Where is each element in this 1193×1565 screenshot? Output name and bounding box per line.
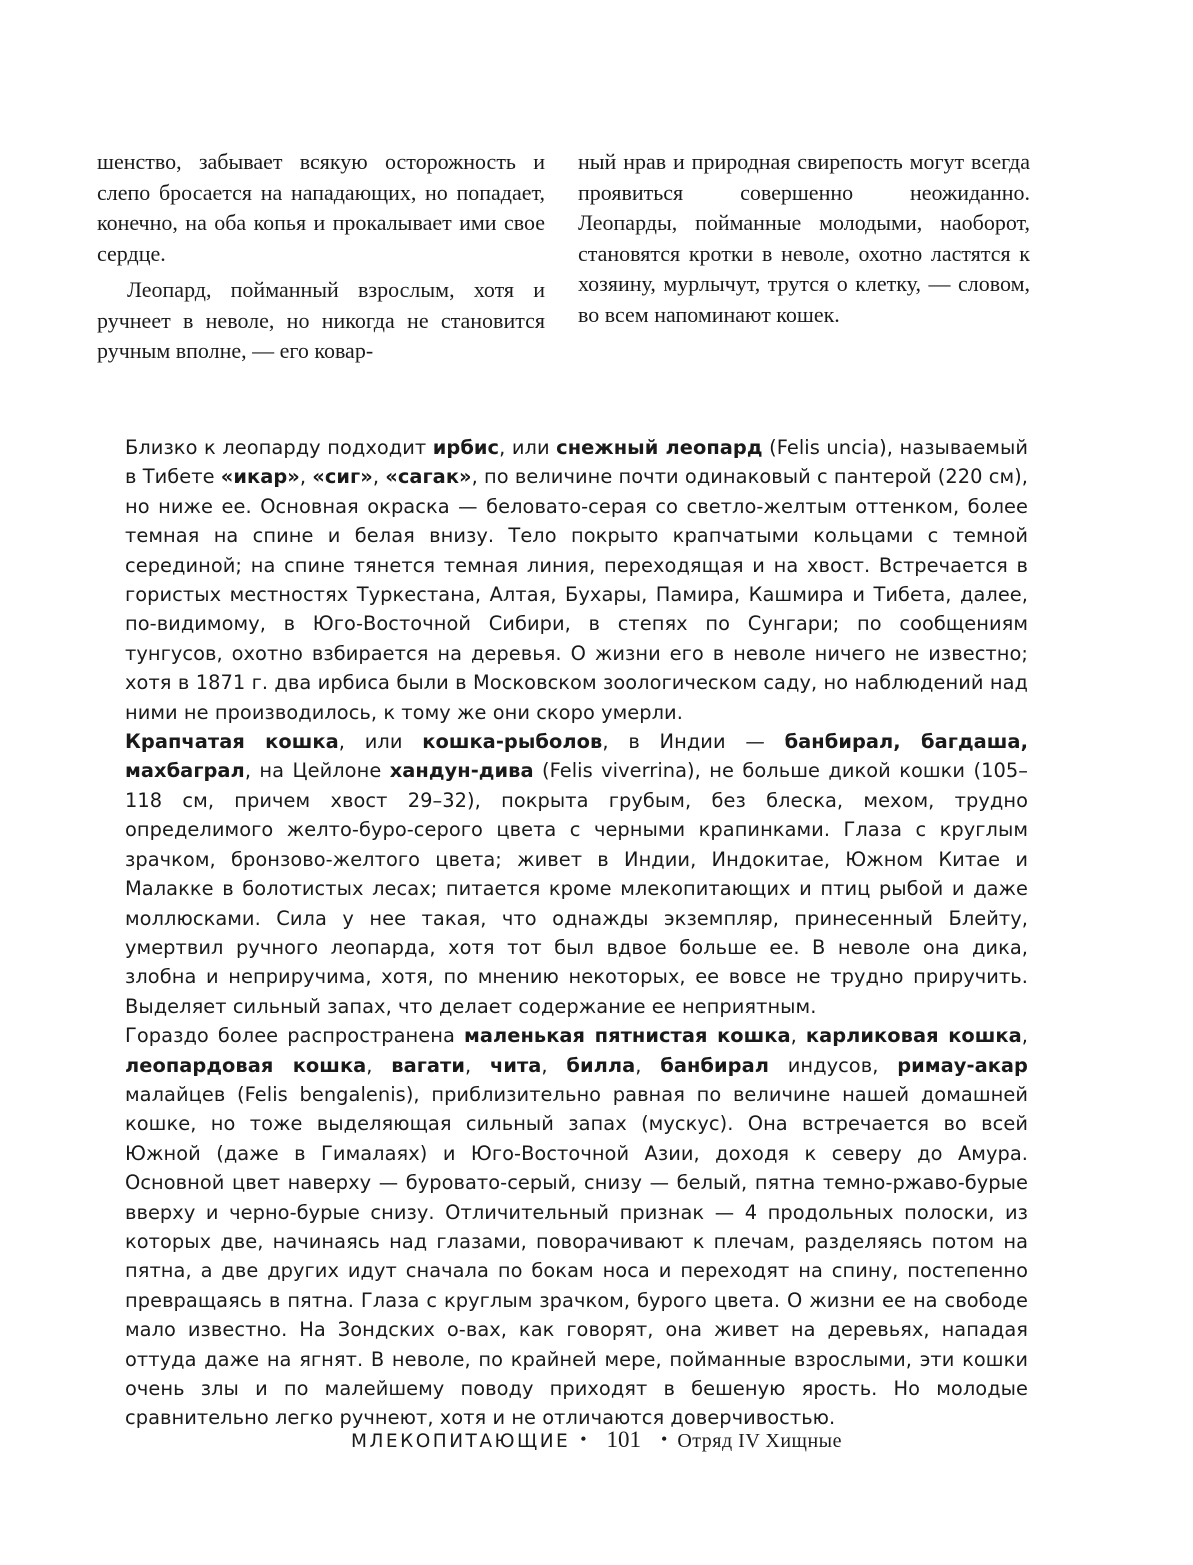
right-column-paragraph-1: ный нрав и природная свирепость могут всегда проявиться совершенно неожиданно. Леопарды, пойманные молодыми, наоборот, становятся кротки в неволе, охотно ластятся к хозяину, мурлычут, трутся о клетку, — словом, во всем напоминают кошек. xyxy=(578,149,1030,327)
left-column-paragraph-1: шенство, забывает всякую осторожность и слепо бросается на нападающих, но попадает, конечно, на оба копья и прокалывает ими свое сердце. xyxy=(97,149,545,266)
term-dwarf-cat: карликовая кошка xyxy=(805,1024,1022,1048)
term-fishing-cat: кошка-рыболов xyxy=(422,730,603,754)
text-run: Гораздо более распространена xyxy=(125,1024,464,1048)
term-snow-leopard: снежный леопард xyxy=(556,436,763,459)
left-column xyxy=(97,147,545,367)
paragraph-irbis xyxy=(125,433,1028,727)
term-handun-diva: хандун-дива xyxy=(389,759,534,783)
article-body xyxy=(125,433,1028,1433)
page-footer xyxy=(0,1425,1193,1457)
text-run: , или xyxy=(499,436,557,459)
term-billa: билла xyxy=(566,1053,636,1077)
text-run: Близко к леопарду подходит xyxy=(125,436,433,459)
footer-section-title: МЛЕКОПИТАЮЩИЕ xyxy=(351,1431,571,1452)
text-run: (Felis viverrina), не больше дикой кошки (105–118 см, причем хвост 29–32), покрыта грубым, без блеска, мехом, трудно определимого желто-буро-серого цвета с черными крапинками. Глаза с круглым зрачком, бронзово-желтого цвета; живет в Индии, Индокитае, Южном Китае и Малакке в болотистых лесах; питается кроме млекопитающих и птиц рыбой и даже моллюсками. Сила у нее такая, что однажды экземпляр, принесенный Блейту, умертвил ручного леопарда, хотя тот был вдвое больше ее. В неволе она дика, злобна и неприручима, хотя, по мнению некоторых, ее вовсе не трудно приручить. Выделяет сильный запах, что делает содержание ее неприятным. xyxy=(125,759,1028,1018)
text-run: , xyxy=(635,1053,661,1077)
term-sig: «сиг» xyxy=(312,465,373,489)
text-run: , xyxy=(541,1053,567,1077)
footer-separator: • xyxy=(661,1429,668,1449)
term-spotted-cat: Крапчатая кошка xyxy=(125,730,339,754)
term-ikar: «икар» xyxy=(220,465,300,489)
term-small-spotted-cat: маленькая пятнистая кошка xyxy=(463,1024,791,1048)
text-run: , xyxy=(366,1053,392,1077)
term-indian-names: банбирал, багдаша, махбаграл xyxy=(125,730,1028,783)
text-run: , xyxy=(372,465,386,489)
footer-chapter-title: Отряд IV Хищные xyxy=(677,1430,842,1452)
term-chita: чита xyxy=(489,1053,542,1077)
term-sagak: «сагак» xyxy=(385,465,472,489)
right-column xyxy=(578,147,1030,330)
text-run: , в Индии — xyxy=(602,730,785,754)
text-run: , xyxy=(464,1053,490,1077)
term-irbis: ирбис xyxy=(432,436,500,459)
paragraph-leopard-cat xyxy=(125,1021,1028,1433)
footer-separator: • xyxy=(580,1429,587,1449)
text-run: (Felis uncia), называемый в Тибете xyxy=(125,436,1028,489)
page-number: 101 xyxy=(606,1427,642,1452)
term-leopard-cat: леопардовая кошка xyxy=(125,1053,367,1077)
text-run: индусов, xyxy=(768,1053,898,1077)
paragraph-fishing-cat xyxy=(125,727,1028,1021)
text-run: , xyxy=(790,1024,806,1048)
text-run: , xyxy=(1021,1024,1028,1048)
text-run: , xyxy=(299,465,313,489)
text-run: , или xyxy=(338,730,423,754)
text-run: , на Цейлоне xyxy=(244,759,390,783)
text-run: малайцев (Felis bengalenis), приблизительно равная по величине нашей домашней кошке, но тоже выделяющая сильный запах (мускус). Она встречается во всей Южной (даже в Гималаях) и Юго-Восточной Азии, доходя к северу до Амура. Основной цвет наверху — буровато-серый, снизу — белый, пятна темно-ржаво-бурые вверху и черно-бурые снизу. Отличительный признак — 4 продольных полоски, из которых две, начинаясь над глазами, поворачивают к плечам, разделяясь потом на пятна, а две других идут сначала по бокам носа и переходят на спину, постепенно превращаясь в пятна. Глаза с круглым зрачком, бурого цвета. О жизни ее на свободе мало известно. На Зондских о-вах, как говорят, она живет на деревьях, нападая оттуда даже на ягнят. В неволе, по крайней мере, пойманные взрослыми, эти кошки очень злы и по малейшему поводу приходят в бешеную ярость. Но молодые сравнительно легко ручнеют, хотя и не отличаются доверчивостью. xyxy=(125,1082,1028,1430)
left-column-paragraph-2: Леопард, пойманный взрослым, хотя и ручнеет в неволе, но никогда не становится ручным вполне, — его ковар- xyxy=(97,277,545,363)
term-rimau-akar: римау-акар xyxy=(897,1053,1028,1077)
text-run: , по величине почти одинаковый с пантерой (220 см), но ниже ее. Основная окраска — беловато-серая со светло-желтым оттенком, более темная на спине и белая внизу. Тело покрыто крапчатыми кольцами с темной серединой; на спине тянется темная линия, переходящая и на хвост. Встречается в гористых местностях Туркестана, Алтая, Бухары, Памира, Кашмира и Тибета, далее, по-видимому, в Юго-Восточной Сибири, в степях по Сунгари; по сообщениям тунгусов, охотно взбирается на деревья. О жизни его в неволе ничего не известно; хотя в 1871 г. два ирбиса были в Московском зоологическом саду, но наблюдений над ними не производилось, к тому же они скоро умерли. xyxy=(125,465,1028,724)
term-banbiral: банбирал xyxy=(660,1053,769,1077)
term-vagati: вагати xyxy=(391,1053,465,1077)
